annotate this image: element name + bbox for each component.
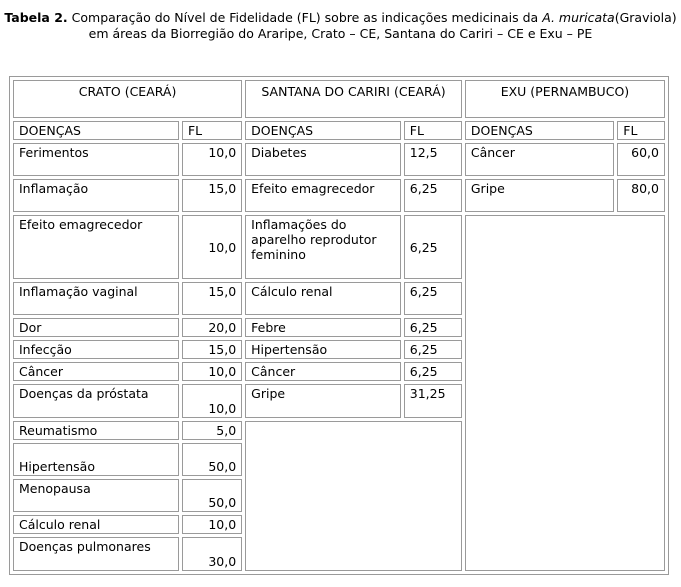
caption-species: A. muricata bbox=[542, 10, 615, 25]
santana-disease: Câncer bbox=[245, 362, 401, 381]
table-row bbox=[13, 179, 665, 212]
crato-fl: 10,0 bbox=[182, 215, 242, 279]
crato-disease: Menopausa bbox=[13, 479, 179, 512]
santana-disease: Gripe bbox=[245, 384, 401, 418]
caption-text-2: (Graviola) em áreas da Biorregião do Araripe, Crato – CE, Santana do Cariri – CE e Exu – PE bbox=[88, 10, 677, 41]
exu-empty-cell bbox=[465, 215, 665, 571]
crato-fl: 50,0 bbox=[182, 479, 242, 512]
exu-fl: 60,0 bbox=[617, 143, 665, 176]
santana-fl: 6,25 bbox=[404, 179, 462, 212]
santana-disease: Inflamações do aparelho reprodutor feminino bbox=[245, 215, 401, 279]
santana-fl: 6,25 bbox=[404, 340, 462, 359]
santana-fl: 31,25 bbox=[404, 384, 462, 418]
santana-fl: 6,25 bbox=[404, 215, 462, 279]
crato-fl: 15,0 bbox=[182, 179, 242, 212]
crato-fl: 15,0 bbox=[182, 340, 242, 359]
col-header-disease-santana: DOENÇAS bbox=[245, 121, 401, 140]
table-row bbox=[13, 215, 665, 279]
col-header-fl-crato: FL bbox=[182, 121, 242, 140]
crato-fl: 5,0 bbox=[182, 421, 242, 440]
santana-fl: 6,25 bbox=[404, 318, 462, 337]
col-header-disease-crato: DOENÇAS bbox=[13, 121, 179, 140]
exu-disease: Câncer bbox=[465, 143, 614, 176]
crato-disease: Cálculo renal bbox=[13, 515, 179, 534]
table-row bbox=[13, 143, 665, 176]
santana-disease: Efeito emagrecedor bbox=[245, 179, 401, 212]
santana-disease: Febre bbox=[245, 318, 401, 337]
caption-label: Tabela 2. bbox=[4, 10, 68, 25]
exu-disease: Gripe bbox=[465, 179, 614, 212]
crato-disease: Infecção bbox=[13, 340, 179, 359]
crato-disease: Efeito emagrecedor bbox=[13, 215, 179, 279]
crato-fl: 10,0 bbox=[182, 515, 242, 534]
crato-fl: 30,0 bbox=[182, 537, 242, 571]
santana-disease: Diabetes bbox=[245, 143, 401, 176]
santana-empty-cell bbox=[245, 421, 462, 571]
exu-fl: 80,0 bbox=[617, 179, 665, 212]
crato-fl: 20,0 bbox=[182, 318, 242, 337]
group-header-santana: SANTANA DO CARIRI (CEARÁ) bbox=[245, 80, 462, 118]
santana-fl: 6,25 bbox=[404, 362, 462, 381]
fidelity-table bbox=[9, 76, 669, 575]
caption-text-1: Comparação do Nível de Fidelidade (FL) sobre as indicações medicinais da bbox=[67, 10, 543, 25]
crato-disease: Doenças pulmonares bbox=[13, 537, 179, 571]
santana-fl: 12,5 bbox=[404, 143, 462, 176]
santana-disease: Cálculo renal bbox=[245, 282, 401, 315]
crato-disease: Dor bbox=[13, 318, 179, 337]
group-header-exu: EXU (PERNAMBUCO) bbox=[465, 80, 665, 118]
crato-disease: Hipertensão bbox=[13, 443, 179, 476]
crato-fl: 10,0 bbox=[182, 362, 242, 381]
table-caption bbox=[0, 10, 681, 42]
crato-disease: Ferimentos bbox=[13, 143, 179, 176]
crato-fl: 10,0 bbox=[182, 384, 242, 418]
crato-disease: Reumatismo bbox=[13, 421, 179, 440]
col-header-fl-exu: FL bbox=[617, 121, 665, 140]
crato-fl: 10,0 bbox=[182, 143, 242, 176]
crato-fl: 50,0 bbox=[182, 443, 242, 476]
santana-disease: Hipertensão bbox=[245, 340, 401, 359]
crato-disease: Inflamação bbox=[13, 179, 179, 212]
crato-disease: Doenças da próstata bbox=[13, 384, 179, 418]
crato-disease: Inflamação vaginal bbox=[13, 282, 179, 315]
col-header-fl-santana: FL bbox=[404, 121, 462, 140]
crato-disease: Câncer bbox=[13, 362, 179, 381]
col-header-disease-exu: DOENÇAS bbox=[465, 121, 614, 140]
santana-fl: 6,25 bbox=[404, 282, 462, 315]
crato-fl: 15,0 bbox=[182, 282, 242, 315]
group-header-crato: CRATO (CEARÁ) bbox=[13, 80, 242, 118]
